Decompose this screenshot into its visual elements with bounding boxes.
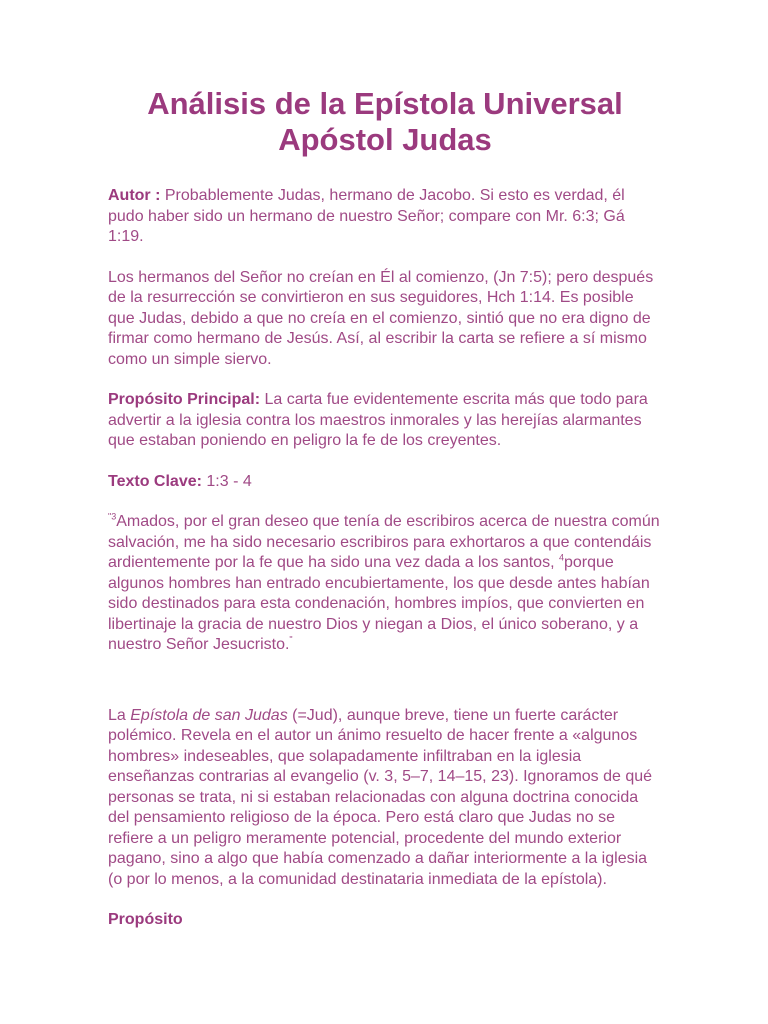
epistle-italic-title: Epístola de san Judas [130, 706, 288, 724]
epistle-paragraph [108, 706, 662, 891]
author-paragraph [108, 186, 662, 248]
author-label: Autor : [108, 187, 161, 204]
author-text: Probablemente Judas, hermano de Jacobo. Si esto es verdad, él pudo haber sido un hermano de nuestro Señor; compare con Mr. 6:3; Gá 1:19. [108, 187, 625, 245]
purpose-label: Propósito [108, 911, 183, 928]
document-title [108, 86, 662, 158]
epistle-pre: La [108, 706, 131, 724]
title-line-2: Apóstol Judas [278, 122, 492, 157]
verse-number-3: 3 [111, 511, 117, 522]
purpose-heading-paragraph [108, 910, 662, 931]
verse-number-4: 4 [558, 552, 564, 563]
epistle-text: (=Jud), aunque breve, tiene un fuerte carácter polémico. Revela en el autor un ánimo resuelto de hacer frente a «algunos hombres» indeseables, que solapadamente infiltraban en la iglesia enseñanzas contrarias al evangelio (v. 3, 5–7, 14–15, 23). Ignoramos de qué personas se trata, ni si estaban relacionadas con alguna doctrina conocida del pensamiento religioso de la época. Pero está claro que Judas no se refiere a un peligro meramente potencial, procedente del mundo exterior pagano, sino a algo que había comenzado a dañar interiormente a la iglesia (o por lo menos, a la comunidad destinataria inmediata de la epístola). [108, 706, 653, 888]
verse-3-text: Amados, por el gran deseo que tenía de escribiros acerca de nuestra común salvación, me ha sido necesario escribiros para exhortaros a que contendáis ardientemente por la fe que ha sido una vez dada a los santos, [108, 513, 660, 571]
main-purpose-text: La carta fue evidentemente escrita más que todo para advertir a la iglesia contra los maestros inmorales y las herejías alarmantes que estaban poniendo en peligro la fe de los creyentes. [108, 391, 648, 449]
main-purpose-paragraph [108, 390, 662, 452]
scripture-quote [108, 512, 662, 656]
main-purpose-label: Propósito Principal: [108, 391, 261, 408]
key-text-reference: 1:3 - 4 [201, 472, 252, 490]
brothers-paragraph: Los hermanos del Señor no creían en Él al comienzo, (Jn 7:5); pero después de la resurrección se convirtieron en sus seguidores, Hch 1:14. Es posible que Judas, debido a que no creía en el comienzo, sintió que no era digno de firmar como hermano de Jesús. Así, al escribir la carta se refiere a sí mismo como un simple siervo. [108, 268, 654, 368]
verse-4-text: porque algunos hombres han entrado encubiertamente, los que desde antes habían sido destinados para esta condenación, hombres impíos, que convierten en libertinaje la gracia de nuestro Dios y niegan a Dios, el único soberano, y a nuestro Señor Jesucristo. [108, 554, 650, 653]
quote-close-mark: " [289, 634, 293, 645]
key-text-paragraph [108, 472, 662, 493]
title-line-1: Análisis de la Epístola Universal [147, 86, 623, 121]
key-text-label: Texto Clave: [108, 472, 202, 490]
quote-open-mark: " [108, 511, 112, 522]
